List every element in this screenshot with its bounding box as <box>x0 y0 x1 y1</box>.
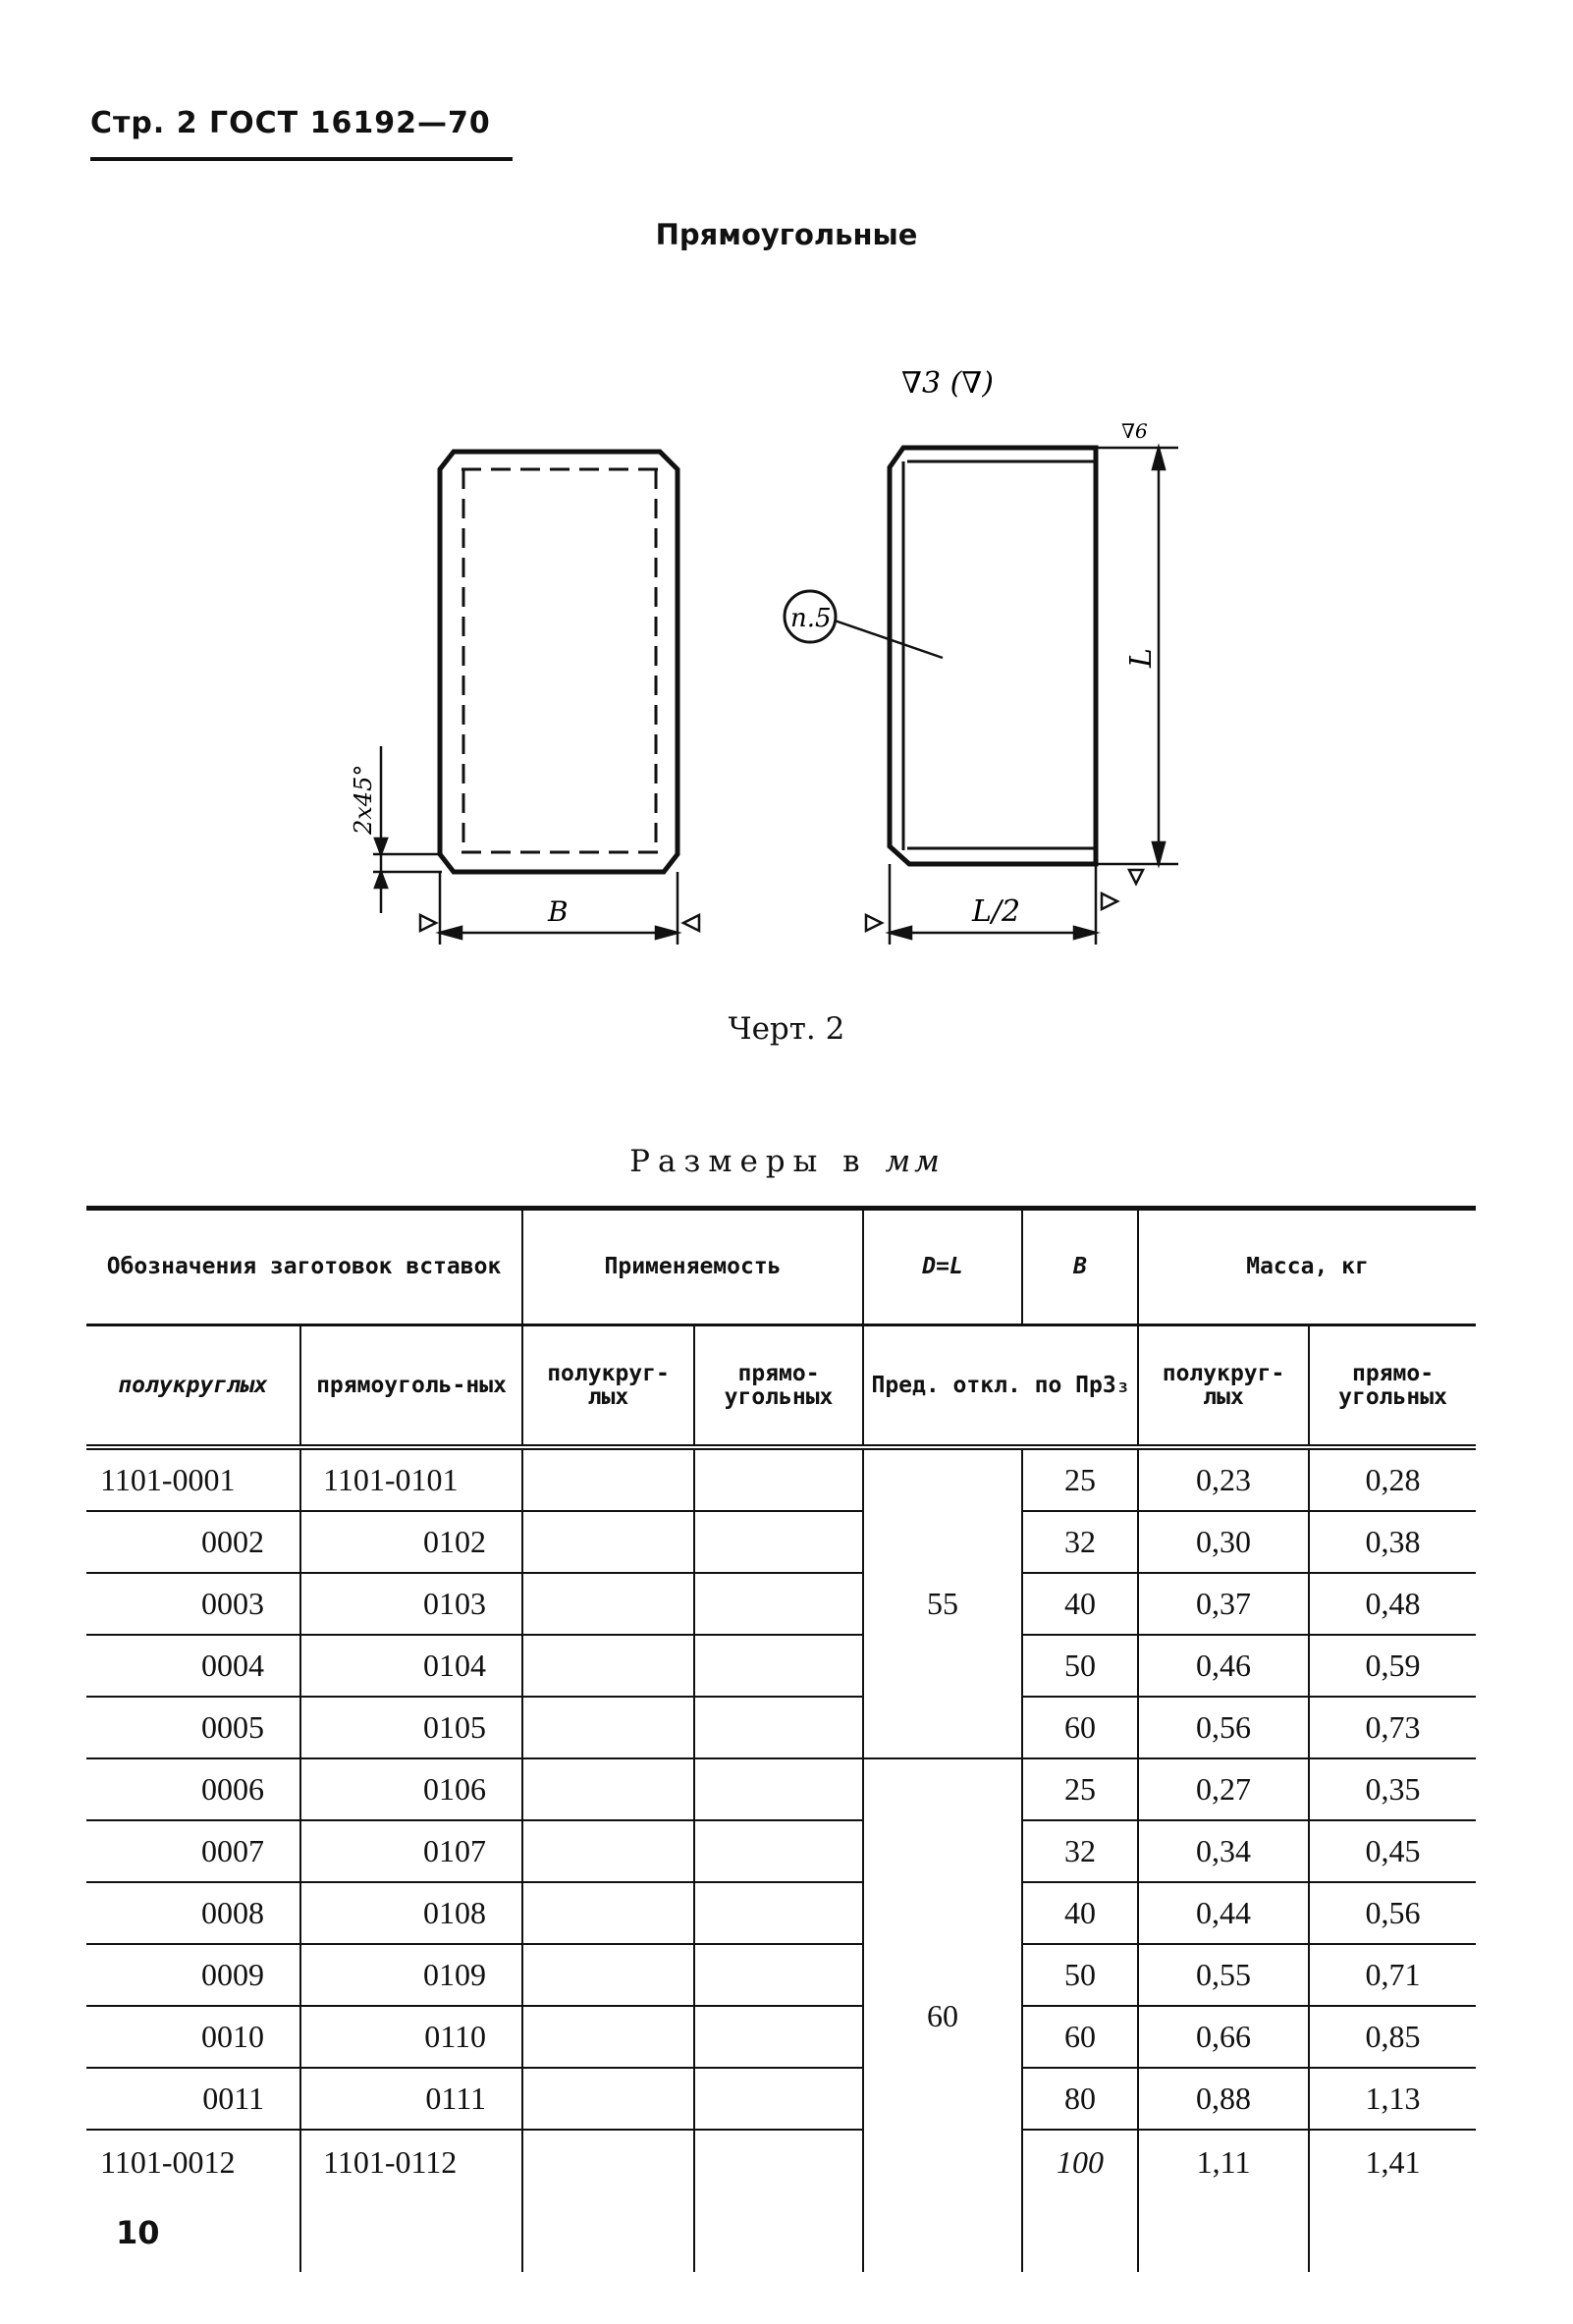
th-designations: Обозначения заготовок вставок <box>86 1209 522 1325</box>
width-label-l2: L/2 <box>972 894 1021 929</box>
left-part-hidden-edges <box>461 469 658 852</box>
technical-drawing <box>0 344 1573 972</box>
th-mass-semi: полукруг-лых <box>1138 1325 1309 1448</box>
table-row: 0006 0106 60 25 0,27 0,35 <box>86 1758 1476 1820</box>
table-row: 0009 0109 50 0,55 0,71 <box>86 1944 1476 2006</box>
d-value-60: 60 <box>863 1758 1022 2272</box>
th-mass-rect: прямо-угольных <box>1309 1325 1476 1448</box>
table-row: 0004 0104 50 0,46 0,59 <box>86 1635 1476 1697</box>
figure-caption: Черт. 2 <box>728 1011 845 1047</box>
d-value-55: 55 <box>863 1447 1022 1758</box>
note-reference-label: п.5 <box>790 604 832 633</box>
dimensions-table <box>86 1206 1476 2272</box>
table-row: 0002 0102 32 0,30 0,38 <box>86 1511 1476 1573</box>
units-note <box>0 1144 1573 1179</box>
th-b: B <box>1022 1209 1138 1325</box>
page-number: 10 <box>116 2214 160 2251</box>
right-part-outline <box>890 448 1096 864</box>
page-header: Стр. 2 ГОСТ 16192—70 <box>90 106 491 140</box>
width-label-b: B <box>548 895 569 928</box>
table-row: 0005 0105 60 0,56 0,73 <box>86 1697 1476 1758</box>
chamfer-label: 2x45° <box>350 764 377 835</box>
units-prefix: Размеры в <box>629 1144 868 1179</box>
left-part-outline <box>440 452 678 872</box>
th-applicability: Применяемость <box>522 1209 863 1325</box>
th-rectangular: прямоуголь-ных <box>300 1325 522 1448</box>
th-semi-round: полукруглых <box>86 1325 300 1448</box>
th-app-semi: полукруг-лых <box>522 1325 694 1448</box>
section-title: Прямоугольные <box>655 218 918 251</box>
table-row: 0008 0108 40 0,44 0,56 <box>86 1882 1476 1944</box>
table-row: 0003 0103 40 0,37 0,48 <box>86 1573 1476 1635</box>
th-d-eq-l: D=L <box>863 1209 1022 1325</box>
table-row: 0011 0111 80 0,88 1,13 <box>86 2068 1476 2130</box>
table-row: 0007 0107 32 0,34 0,45 <box>86 1820 1476 1882</box>
th-app-rect: прямо-угольных <box>694 1325 863 1448</box>
header-underline <box>90 157 513 161</box>
th-tolerance: Пред. откл. по Пр3₃ <box>863 1325 1138 1448</box>
roughness-mark: ∇3 (∇) <box>901 366 994 401</box>
length-label-l: L <box>1124 648 1159 668</box>
units-unit: мм <box>885 1144 944 1179</box>
table-row: 1101-0001 1101-0101 55 25 0,23 0,28 <box>86 1447 1476 1511</box>
finish-mark-top: ∇6 <box>1121 419 1148 443</box>
th-mass: Масса, кг <box>1138 1209 1476 1325</box>
table-row: 0010 0110 60 0,66 0,85 <box>86 2006 1476 2068</box>
table-row: 1101-0012 1101-0112 100 1,11 1,41 <box>86 2130 1476 2272</box>
